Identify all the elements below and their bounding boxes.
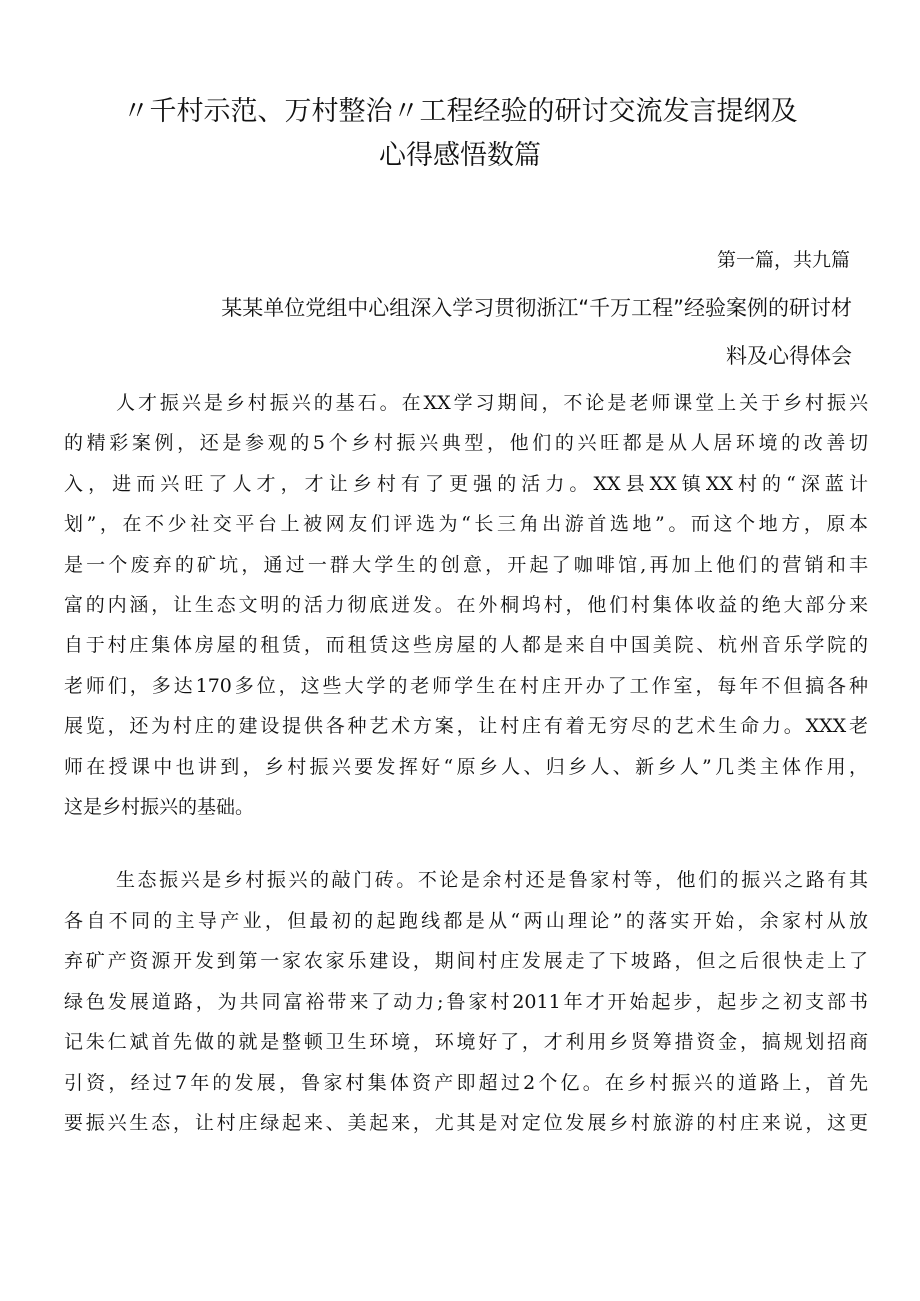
paragraph-2-line: 弃矿产资源开发到第一家农家乐建设，期间村庄发展走了下坡路，但之后很快走上了 <box>64 950 868 972</box>
article-title-line-2: 料及心得体会 <box>726 344 852 368</box>
paragraph-1-line: 入，进而兴旺了人才，才让乡村有了更强的活力。XX县XX镇XX村的“深蓝计 <box>64 473 868 495</box>
article-title-line-1: 某某单位党组中心组深入学习贯彻浙江“千万工程”经验案例的研讨材 <box>221 296 852 320</box>
paragraph-2-line: 各自不同的主导产业，但最初的起跑线都是从“两山理论”的落实开始，余家村从放 <box>64 910 868 932</box>
paragraph-1-line: 师在授课中也讲到，乡村振兴要发挥好“原乡人、归乡人、新乡人”几类主体作用， <box>64 756 868 778</box>
paragraph-1-line: 人才振兴是乡村振兴的基石。在XX学习期间，不论是老师课堂上关于乡村振兴 <box>116 392 868 414</box>
paragraph-2-line: 要振兴生态，让村庄绿起来、美起来，尤其是对定位发展乡村旅游的村庄来说，这更 <box>64 1112 868 1134</box>
paragraph-2-line: 引资，经过7年的发展，鲁家村集体资产即超过2个亿。在乡村振兴的道路上，首先 <box>64 1072 868 1094</box>
article-count: 第一篇，共九篇 <box>716 249 850 271</box>
paragraph-2-line: 绿色发展道路，为共同富裕带来了动力;鲁家村2011年才开始起步，起步之初支部书 <box>64 991 868 1013</box>
paragraph-1-line: 自于村庄集体房屋的租赁，而租赁这些房屋的人都是来自中国美院、杭州音乐学院的 <box>64 634 868 656</box>
paragraph-1-line: 富的内涵，让生态文明的活力彻底迸发。在外桐坞村，他们村集体收益的绝大部分来 <box>64 594 868 616</box>
paragraph-2-line: 生态振兴是乡村振兴的敲门砖。不论是余村还是鲁家村等，他们的振兴之路有其 <box>116 869 868 891</box>
document-title-line-1: 〃千村示范、万村整治〃工程经验的研讨交流发言提纲及 <box>122 96 798 127</box>
paragraph-1-line: 这是乡村振兴的基础。 <box>64 796 255 818</box>
paragraph-1-line: 的精彩案例，还是参观的5个乡村振兴典型，他们的兴旺都是从人居环境的改善切 <box>64 432 868 454</box>
paragraph-1-line: 展览，还为村庄的建设提供各种艺术方案，让村庄有着无穷尽的艺术生命力。XXX老 <box>64 715 868 737</box>
document-title-line-2: 心得感悟数篇 <box>379 140 541 171</box>
paragraph-1-line: 划”，在不少社交平台上被网友们评选为“长三角出游首选地”。而这个地方，原本 <box>64 513 868 535</box>
paragraph-1-line: 是一个废弃的矿坑，通过一群大学生的创意，开起了咖啡馆,再加上他们的营销和丰 <box>64 554 868 576</box>
paragraph-1-line: 老师们，多达170多位，这些大学的老师学生在村庄开办了工作室，每年不但搞各种 <box>64 675 868 697</box>
paragraph-2-line: 记朱仁斌首先做的就是整顿卫生环境，环境好了，才利用乡贤筹措资金，搞规划招商 <box>64 1031 868 1053</box>
